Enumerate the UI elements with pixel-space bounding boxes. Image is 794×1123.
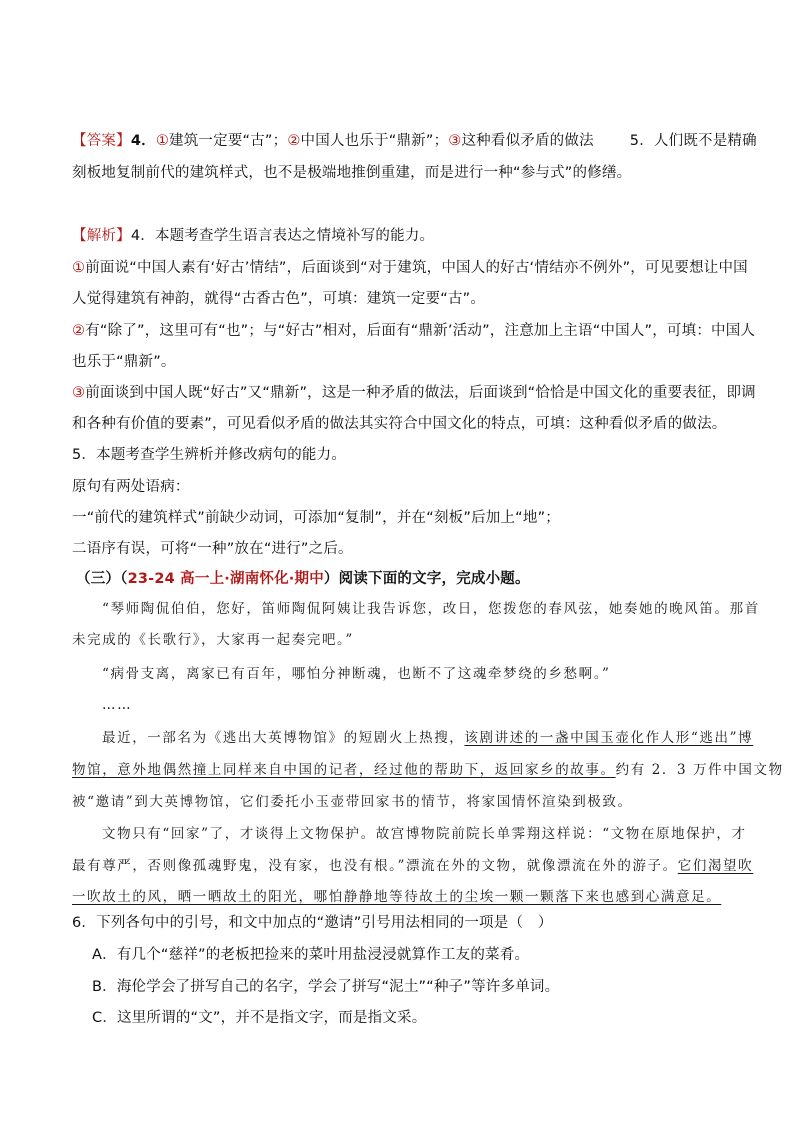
analysis-line-6: ③前面谈到中国人既“好古”又“鼎新”，这是一种矛盾的做法，后面谈到“恰恰是中国文化的重要表征，即调 [72,385,756,401]
passage-ellipsis: …… [102,697,133,713]
passage-p2: “病骨支离，离家已有百年，哪怕分神断魂，也断不了这魂牵梦绕的乡愁啊。” [102,666,611,682]
underlined-sentence: 该剧讲述的一盏中国玉壶化作人形“逃出”博 [464,730,754,746]
passage-p1-a: “琴师陶侃伯伯，您好，笛师陶侃阿姨让我告诉您，改日，您拨您的春风弦，她奏她的晚风笛。那首 [102,601,760,617]
option-c: C．这里所谓的“文”，并不是指文字，而是指文采。 [92,1010,427,1026]
analysis-line-10: 一“前代的建筑样式”前缺少动词，可添加“复制”，并在“刻板”后加上“地”； [72,510,560,526]
option-b: B．海伦学会了拼写自己的名字，学会了拼写“泥土”“种子”等许多单词。 [92,979,560,995]
answer-line-2: 刻板地复制前代的建筑样式，也不是极端地推倒重建，而是进行一种“参与式”的修缮。 [72,165,632,181]
passage-p3-c: 被“邀请”到大英博物馆，它们委托小玉壶带回家书的情节，将家国情怀渲染到极致。 [72,794,633,810]
analysis-line-9: 原句有两处语病： [72,479,190,495]
underlined-sentence: 它们渴望吹 [677,858,754,874]
option-a: A．有几个“慈祥”的老板把捡来的菜叶用盐浸浸就算作工友的菜肴。 [92,947,530,963]
analysis-line-8: 5．本题考查学生辨析并修改病句的能力。 [72,447,347,463]
analysis-line-1: 【解析】4．本题考查学生语言表达之情境补写的能力。 [72,228,435,244]
analysis-line-3: 人觉得建筑有神韵，就得“古香古色”，可填：建筑一定要“古”。 [72,291,486,307]
analysis-line-7: 和各种有价值的要素”，可见看似矛盾的做法其实符合中国文化的特点，可填：这种看似矛盾的做法。 [72,416,727,432]
passage-p1-b: 未完成的《长歌行》，大家再一起奏完吧。” [72,632,354,648]
analysis-line-11: 二语序有误，可将“一种”放在“进行”之后。 [72,541,353,557]
underlined-sentence: 物馆，意外地偶然撞上同样来自中国的记者，经过他的帮助下，返回家乡的故事。 [72,762,616,778]
analysis-line-4: ②有“除了”，这里可有“也”；与“好古”相对，后面有“鼎新’活动”，注意加上主语“中国人”，可填：中国人 [72,323,756,339]
section-source: 23-24 高一上·湖南怀化·期中 [127,571,324,587]
analysis-line-5: 也乐于“鼎新”。 [72,354,176,370]
passage-p3-a: 最近，一部名为《逃出大英博物馆》的短剧火上热搜，该剧讲述的一盏中国玉壶化作人形“逃出”博 [102,730,754,746]
question-stem: 6．下列各句中的引号，和文中加点的“邀请”引号用法相同的一项是（ ） [72,915,553,931]
analysis-tag: 【解析】 [72,228,131,244]
passage-p3-b: 物馆，意外地偶然撞上同样来自中国的记者，经过他的帮助下，返回家乡的故事。约有 2．3 万件中国文物 [72,762,784,778]
passage-p4-c: 一吹故土的风，晒一晒故土的阳光，哪怕静静地等待故土的尘埃一颗一颗落下来也感到心满意足。 [72,889,722,905]
section-heading: （三）（23-24 高一上·湖南怀化·期中）阅读下面的文字，完成小题。 [76,571,530,587]
passage-p4-b: 最有尊严，否则像孤魂野鬼，没有家，也没有根。”漂流在外的文物，就像漂流在外的游子。它们渴望吹 [72,858,754,874]
answer-line-1: 【答案】4．①建筑一定要“古”；②中国人也乐于“鼎新”；③这种看似矛盾的做法 5．人们既不是精确 [72,133,757,149]
passage-p4-a: 文物只有“回家”了，才谈得上文物保护。故宫博物院前院长单霁翔这样说：“文物在原地保护，才 [102,826,747,842]
analysis-line-2: ①前面说“中国人素有‘好古’情结”，后面谈到“对于建筑，中国人的好古‘情结亦不例外”，可见要想让中国 [72,260,748,276]
answer-tag: 【答案】 [72,133,131,149]
